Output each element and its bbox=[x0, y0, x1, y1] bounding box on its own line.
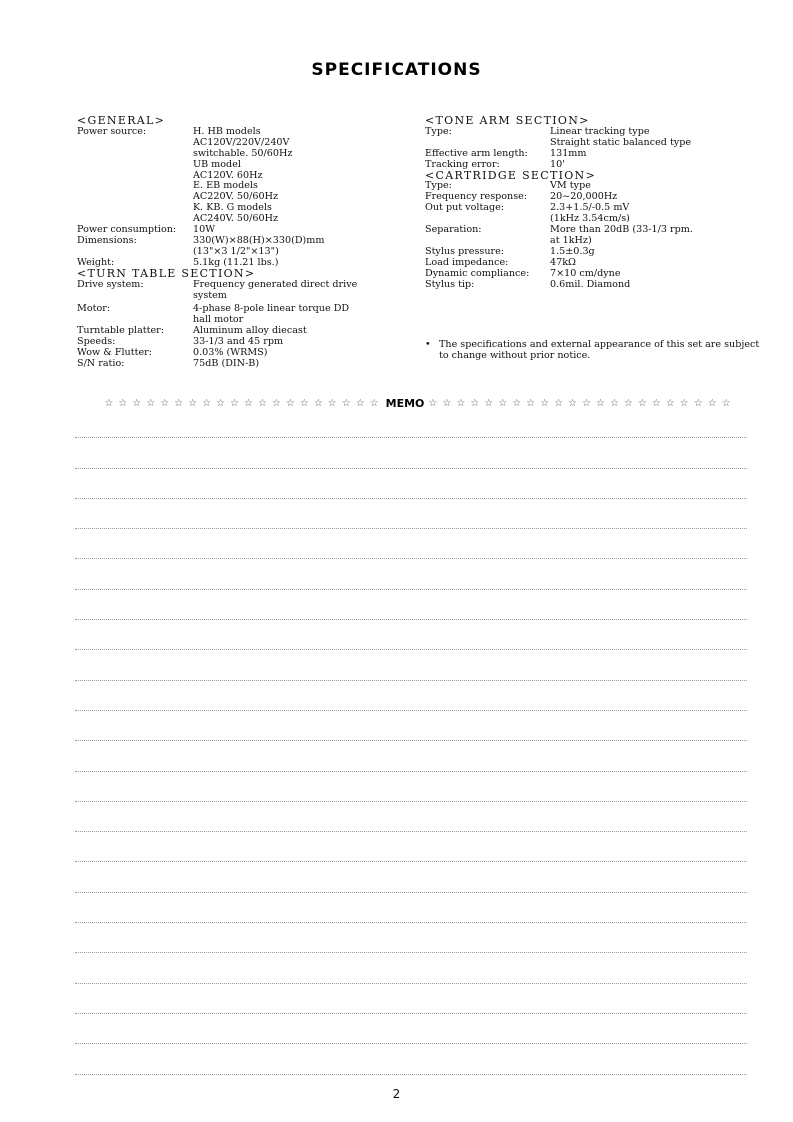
sn-ratio-row bbox=[77, 359, 397, 370]
output-voltage-line: (1kHz 3.54cm/s) bbox=[550, 213, 630, 225]
star-row-right: ☆☆☆☆☆☆☆☆☆☆☆☆☆☆☆☆☆☆☆☆☆☆ bbox=[428, 398, 736, 409]
star-row-left: ☆☆☆☆☆☆☆☆☆☆☆☆☆☆☆☆☆☆☆☆ bbox=[104, 398, 384, 409]
load-impedance-label: Load impedance: bbox=[425, 256, 509, 268]
memo-line bbox=[75, 1044, 747, 1074]
memo-line bbox=[75, 1014, 747, 1044]
speeds-label: Speeds: bbox=[77, 336, 116, 348]
sn-ratio-label: S/N ratio: bbox=[77, 357, 125, 369]
power-consumption-value: 10W bbox=[193, 224, 216, 236]
weight-value: 5.1kg (11.21 lbs.) bbox=[193, 256, 279, 268]
memo-line bbox=[75, 529, 747, 559]
memo-line bbox=[75, 711, 747, 741]
memo-line bbox=[75, 923, 747, 953]
wow-flutter-value: 0.03% (WRMS) bbox=[193, 347, 268, 359]
power-source-line: UB model bbox=[193, 158, 241, 170]
output-voltage-values bbox=[550, 203, 775, 225]
power-source-row bbox=[77, 127, 397, 225]
motor-line: hall motor bbox=[193, 314, 244, 326]
memo-label: MEMO bbox=[385, 397, 425, 410]
memo-lines bbox=[75, 408, 747, 1075]
stylus-tip-row bbox=[425, 280, 775, 291]
page-title: SPECIFICATIONS bbox=[311, 60, 482, 80]
turntable-section-header: <TURN TABLE SECTION> bbox=[77, 266, 256, 280]
tone-arm-section-header: <TONE ARM SECTION> bbox=[425, 114, 590, 127]
dimensions-values bbox=[193, 236, 397, 258]
arm-length-row bbox=[425, 149, 775, 160]
drive-system-line: system bbox=[193, 289, 227, 301]
drive-system-row bbox=[77, 280, 397, 302]
memo-line bbox=[75, 741, 747, 771]
memo-line bbox=[75, 802, 747, 832]
tracking-error-value: 10' bbox=[550, 158, 565, 170]
power-source-line: K. KB. G models bbox=[193, 202, 272, 214]
bullet-icon: • bbox=[425, 339, 431, 350]
stylus-pressure-value: 1.5±0.3g bbox=[550, 245, 595, 257]
arm-type-line: Straight static balanced type bbox=[550, 136, 692, 148]
separation-row bbox=[425, 225, 775, 247]
arm-length-label: Effective arm length: bbox=[425, 147, 528, 159]
wow-flutter-label: Wow & Flutter: bbox=[77, 347, 152, 359]
dimensions-line: 330(W)×88(H)×330(D)mm bbox=[193, 234, 325, 246]
memo-line bbox=[75, 772, 747, 802]
power-consumption-label: Power consumption: bbox=[77, 224, 177, 236]
memo-line bbox=[75, 620, 747, 650]
cartridge-type-value: VM type bbox=[550, 180, 591, 192]
dimensions-line: (13"×3 1/2"×13") bbox=[193, 245, 279, 257]
dynamic-compliance-value: 7×10 cm/dyne bbox=[550, 267, 621, 279]
dimensions-label: Dimensions: bbox=[77, 234, 137, 246]
power-source-line: AC220V. 50/60Hz bbox=[193, 191, 278, 203]
memo-line bbox=[75, 681, 747, 711]
separation-line: at 1kHz) bbox=[550, 234, 592, 246]
platter-value: Aluminum alloy diecast bbox=[193, 325, 307, 337]
power-source-line: E. EB models bbox=[193, 180, 258, 192]
cartridge-type-label: Type: bbox=[425, 180, 452, 192]
dynamic-compliance-label: Dynamic compliance: bbox=[425, 267, 530, 279]
memo-line bbox=[75, 499, 747, 529]
frequency-response-value: 20~20,000Hz bbox=[550, 191, 618, 203]
general-section-header: <GENERAL> bbox=[77, 114, 166, 127]
separation-line: More than 20dB (33-1/3 rpm. bbox=[550, 224, 693, 236]
power-source-line: AC120V/220V/240V bbox=[193, 136, 290, 148]
memo-line bbox=[75, 953, 747, 983]
memo-line bbox=[75, 862, 747, 892]
speeds-value: 33-1/3 and 45 rpm bbox=[193, 336, 284, 348]
left-spec-column bbox=[77, 116, 397, 370]
load-impedance-value: 47kΩ bbox=[550, 256, 576, 268]
stylus-pressure-label: Stylus pressure: bbox=[425, 245, 504, 257]
output-voltage-label: Out put voltage: bbox=[425, 202, 505, 214]
change-notice bbox=[425, 340, 765, 362]
platter-label: Turntable platter: bbox=[77, 325, 164, 337]
memo-line bbox=[75, 559, 747, 589]
drive-system-values bbox=[193, 280, 397, 302]
motor-label: Motor: bbox=[77, 303, 111, 315]
drive-system-label: Drive system: bbox=[77, 278, 144, 290]
arm-type-row bbox=[425, 127, 775, 149]
arm-length-value: 131mm bbox=[550, 147, 587, 159]
right-spec-column bbox=[425, 116, 775, 291]
arm-type-line: Linear tracking type bbox=[550, 125, 650, 137]
output-voltage-row bbox=[425, 203, 775, 225]
weight-label: Weight: bbox=[77, 256, 115, 268]
change-notice-text: The specifications and external appearance of this set are subject to change without prior notice. bbox=[439, 339, 760, 361]
sn-ratio-value: 75dB (DIN-B) bbox=[193, 357, 260, 369]
dimensions-row bbox=[77, 236, 397, 258]
separation-values bbox=[550, 225, 775, 247]
memo-line bbox=[75, 984, 747, 1014]
power-source-line: AC240V. 50/60Hz bbox=[193, 213, 278, 225]
separation-label: Separation: bbox=[425, 224, 482, 236]
memo-line bbox=[75, 650, 747, 680]
motor-values bbox=[193, 304, 397, 326]
tracking-error-label: Tracking error: bbox=[425, 158, 500, 170]
memo-line bbox=[75, 832, 747, 862]
motor-row bbox=[77, 304, 397, 326]
memo-line bbox=[75, 469, 747, 499]
memo-line bbox=[75, 590, 747, 620]
drive-system-line: Frequency generated direct drive bbox=[193, 278, 358, 290]
arm-type-label: Type: bbox=[425, 125, 452, 137]
memo-line bbox=[75, 438, 747, 468]
power-source-values bbox=[193, 127, 397, 225]
memo-line bbox=[75, 408, 747, 438]
memo-line bbox=[75, 893, 747, 923]
power-source-line: H. HB models bbox=[193, 125, 261, 137]
motor-line: 4-phase 8-pole linear torque DD bbox=[193, 303, 350, 315]
page-number: 2 bbox=[392, 1087, 401, 1101]
output-voltage-line: 2.3+1.5/-0.5 mV bbox=[550, 202, 630, 214]
power-source-line: AC120V. 60Hz bbox=[193, 169, 263, 181]
cartridge-section-header: <CARTRIDGE SECTION> bbox=[425, 168, 596, 182]
frequency-response-label: Frequency response: bbox=[425, 191, 528, 203]
power-source-line: switchable. 50/60Hz bbox=[193, 147, 293, 159]
stylus-tip-value: 0.6mil. Diamond bbox=[550, 278, 631, 290]
arm-type-values bbox=[550, 127, 775, 149]
dynamic-compliance-row bbox=[425, 269, 775, 280]
stylus-tip-label: Stylus tip: bbox=[425, 278, 475, 290]
power-source-label: Power source: bbox=[77, 125, 147, 137]
